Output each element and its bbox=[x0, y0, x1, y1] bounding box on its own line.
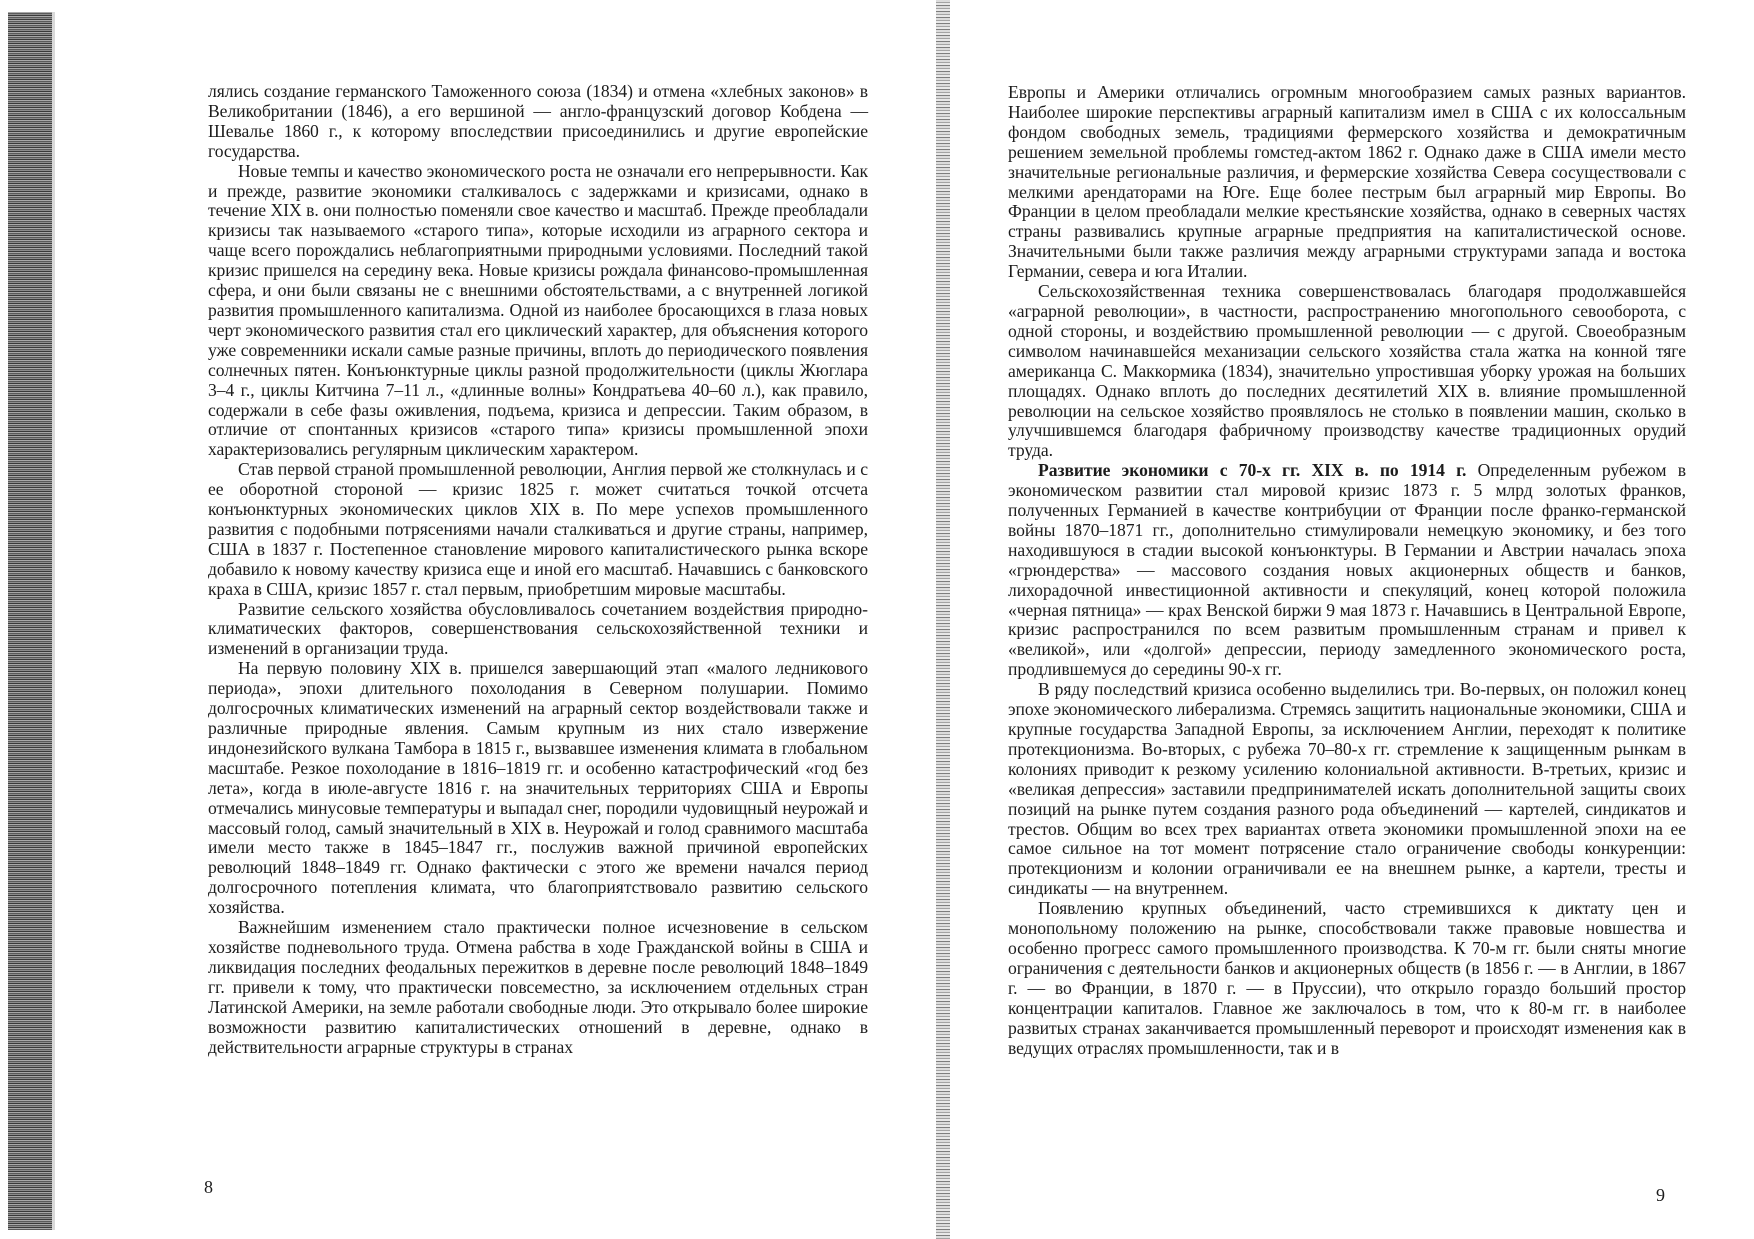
book-gutter bbox=[936, 0, 950, 1239]
paragraph: Став первой страной промышленной революции, Англия первой же столкнулась и с ее оборотной стороной — кризис 1825 г. может считаться точкой отсчета конъюнктурных экономических циклов XIX в. По мере успехов промышленного развития с подобными потрясениями начали сталкиваться и другие страны, например, США в 1837 г. Постепенное становление мирового капиталистического рынка вскоре добавило к новому качеству кризиса еще и иной его масштаб. Начавшись с банковского краха в США, кризис 1857 г. стал первым, приобретшим мировые масштабы. bbox=[208, 459, 868, 599]
paragraph: лялись создание германского Таможенного союза (1834) и отмена «хлебных законов» в Великобритании (1846), а его вершиной — англо-французский договор Кобдена — Шевалье 1860 г., к которому впоследствии присоединились и другие европейские государства. bbox=[208, 81, 868, 161]
section-heading: Развитие экономики с 70-х гг. XIX в. по 1914 г. bbox=[1038, 460, 1467, 481]
paragraph: Новые темпы и качество экономического роста не означали его непрерывности. Как и прежде, развитие экономики сталкивалось с задержками и кризисами, однако в течение XIX в. они полностью поменяли свое качество и масштаб. Прежде преобладали кризисы так называемого «старого типа», которые исходили из аграрного сектора и чаще всего порождались неблагоприятными природными условиями. Последний такой кризис пришелся на середину века. Новые кризисы рождала финансово-промышленная сфера, и они были связаны не с внешними обстоятельствами, а с внутренней логикой развития промышленного капитализма. Одной из наиболее бросающихся в глаза новых черт экономического развития стал его циклический характер, для объяснения которого уже современники искали самые разные причины, вплоть до периодического появления солнечных пятен. Конъюнктурные циклы разной продолжительности (циклы Жюглара 3–4 г., циклы Китчина 7–11 л., «длинные волны» Кондратьева 40–60 л.), как правило, содержали в себе фазы оживления, подъема, кризиса и депрессии. Таким образом, в отличие от спонтанных кризисов «старого типа» кризисы промышленной эпохи характеризовались регулярным циклическим характером. bbox=[208, 160, 868, 460]
paragraph bbox=[1008, 461, 1686, 680]
paragraph: Появлению крупных объединений, часто стремившихся к диктату цен и монопольному положению на рынке, способствовали также правовые новшества и особенно прогресс самого промышленного производства. К 70-м гг. были сняты многие ограничения с деятельности банков и акционерных обществ (в 1856 г. — в Англии, в 1867 г. — во Франции, в 1870 г. — в Пруссии), что открыло гораздо больший простор концентрации капиталов. Главное же заключалось в том, что к 80-м гг. в наиболее развитых странах заканчивается промышленный переворот и происходят изменения как в ведущих отраслях промышленности, так и в bbox=[1008, 898, 1686, 1058]
paragraph-body: Определенным рубежом в экономическом развитии стал мировой кризис 1873 г. 5 млрд золотых франков, полученных Германией в качестве контрибуции от Франции после франко-германской войны 1870–1871 гг., дополнительно стимулировали немецкую экономику, и без того находившуюся в стадии высокой конъюнктуры. В Германии и Австрии началась эпоха «грюндерства» — массового создания новых акционерных обществ и банков, лихорадочной инвестиционной активности и спекуляций, конец которой положила «черная пятница» — крах Венской биржи 9 мая 1873 г. Начавшись в Центральной Европе, кризис распространился по всем развитым промышленным странам и привел к «великой», или «долгой» депрессии, периоду замедленного экономического роста, продлившемуся до середины 90-х гг. bbox=[1008, 460, 1686, 680]
paragraph: В ряду последствий кризиса особенно выделились три. Во-первых, он положил конец эпохе экономического либерализма. Стремясь защитить национальные экономики, США и крупные государства Западной Европы, за исключением Англии, переходят к политике протекционизма. Во-вторых, с рубежа 70–80-х гг. стремление к защищенным рынкам в колониях приводит к резкому усилению колониальной активности. В-третьих, кризис и «великая депрессия» заставили предпринимателей искать дополнительной защиты своих позиций на рынке путем создания разного рода объединений — картелей, синдикатов и трестов. Общим во всех трех вариантах ответа экономики промышленной эпохи на ее самое сильное на тот момент потрясение стало ограничение свободы конкуренции: протекционизм и колонии ограничивали ее на внешнем рынке, а картели, тресты и синдикаты — на внутреннем. bbox=[1008, 679, 1686, 899]
page-number: 9 bbox=[1656, 1185, 1665, 1205]
paragraph: Европы и Америки отличались огромным многообразием самых разных вариантов. Наиболее широкие перспективы аграрный капитализм имел в США с их колоссальным фондом свободных земель, традициями фермерского хозяйства и демократичным решением земельной проблемы гомстед-актом 1862 г. Однако даже в США имели место значительные региональные различия, и фермерские хозяйства Севера сосуществовали с мелкими арендаторами на Юге. Еще более пестрым был аграрный мир Европы. Во Франции в целом преобладали мелкие крестьянские хозяйства, однако в северных частях страны развивались крупные аграрные предприятия на капиталистической основе. Значительными были также различия между аграрными структурами запада и востока Германии, севера и юга Италии. bbox=[1008, 82, 1686, 282]
paragraph: На первую половину XIX в. пришелся завершающий этап «малого ледникового периода», эпохи длительного похолодания в Северном полушарии. Помимо долгосрочных климатических изменений на аграрный сектор воздействовали также и различные природные явления. Самым крупным из них стало извержение индонезийского вулкана Тамбора в 1815 г., вызвавшее изменения климата в глобальном масштабе. Резкое похолодание в 1816–1819 гг. и особенно катастрофический «год без лета», когда в июле-августе 1816 г. на значительных территориях США и Европы отмечались минусовые температуры и выпадал снег, породили чудовищный неурожай и массовый голод, самый значительный в XIX в. Неурожай и голод сравнимого масштаба имели место также в 1845–1847 гг., послужив важной причиной европейских революций 1848–1849 гг. Однако фактически с этого же времени начался период долгосрочного потепления климата, что благоприятствовало развитию сельского хозяйства. bbox=[208, 658, 868, 918]
page-number: 8 bbox=[204, 1177, 213, 1197]
paragraph: Сельскохозяйственная техника совершенствовалась благодаря продолжавшейся «аграрной революции», в частности, распространению многопольного севооборота, с одной стороны, и воздействию промышленной революции — с другой. Своеобразным символом начинавшейся механизации сельского хозяйства стала жатка на конной тяге американца С. Маккормика (1834), значительно упростившая уборку урожая на больших площадях. Однако вплоть до последних десятилетий XIX в. влияние промышленной революции на сельское хозяйство проявлялось не столько в появлении машин, сколько в улучшившемся благодаря фабричному производству качестве традиционных орудий труда. bbox=[1008, 281, 1686, 461]
paragraph: Важнейшим изменением стало практически полное исчезновение в сельском хозяйстве подневольного труда. Отмена рабства в ходе Гражданской войны в США и ликвидация последних феодальных пережитков в деревне после революций 1848–1849 гг. привели к тому, что практически повсеместно, за исключением отдельных стран Латинской Америки, на земле работали свободные люди. Это открывало более широкие возможности развитию капиталистических отношений в деревне, однако в действительности аграрные структуры в странах bbox=[208, 917, 868, 1057]
book-edge-shadow bbox=[8, 12, 52, 1230]
book-edge-line bbox=[52, 12, 55, 1230]
right-page-text bbox=[1008, 83, 1686, 1058]
right-page bbox=[920, 0, 1754, 1239]
paragraph: Развитие сельского хозяйства обусловливалось сочетанием воздействия природно-климатических факторов, совершенствования сельскохозяйственной техники и изменений в организации труда. bbox=[208, 598, 868, 659]
left-page-text bbox=[208, 82, 868, 1057]
